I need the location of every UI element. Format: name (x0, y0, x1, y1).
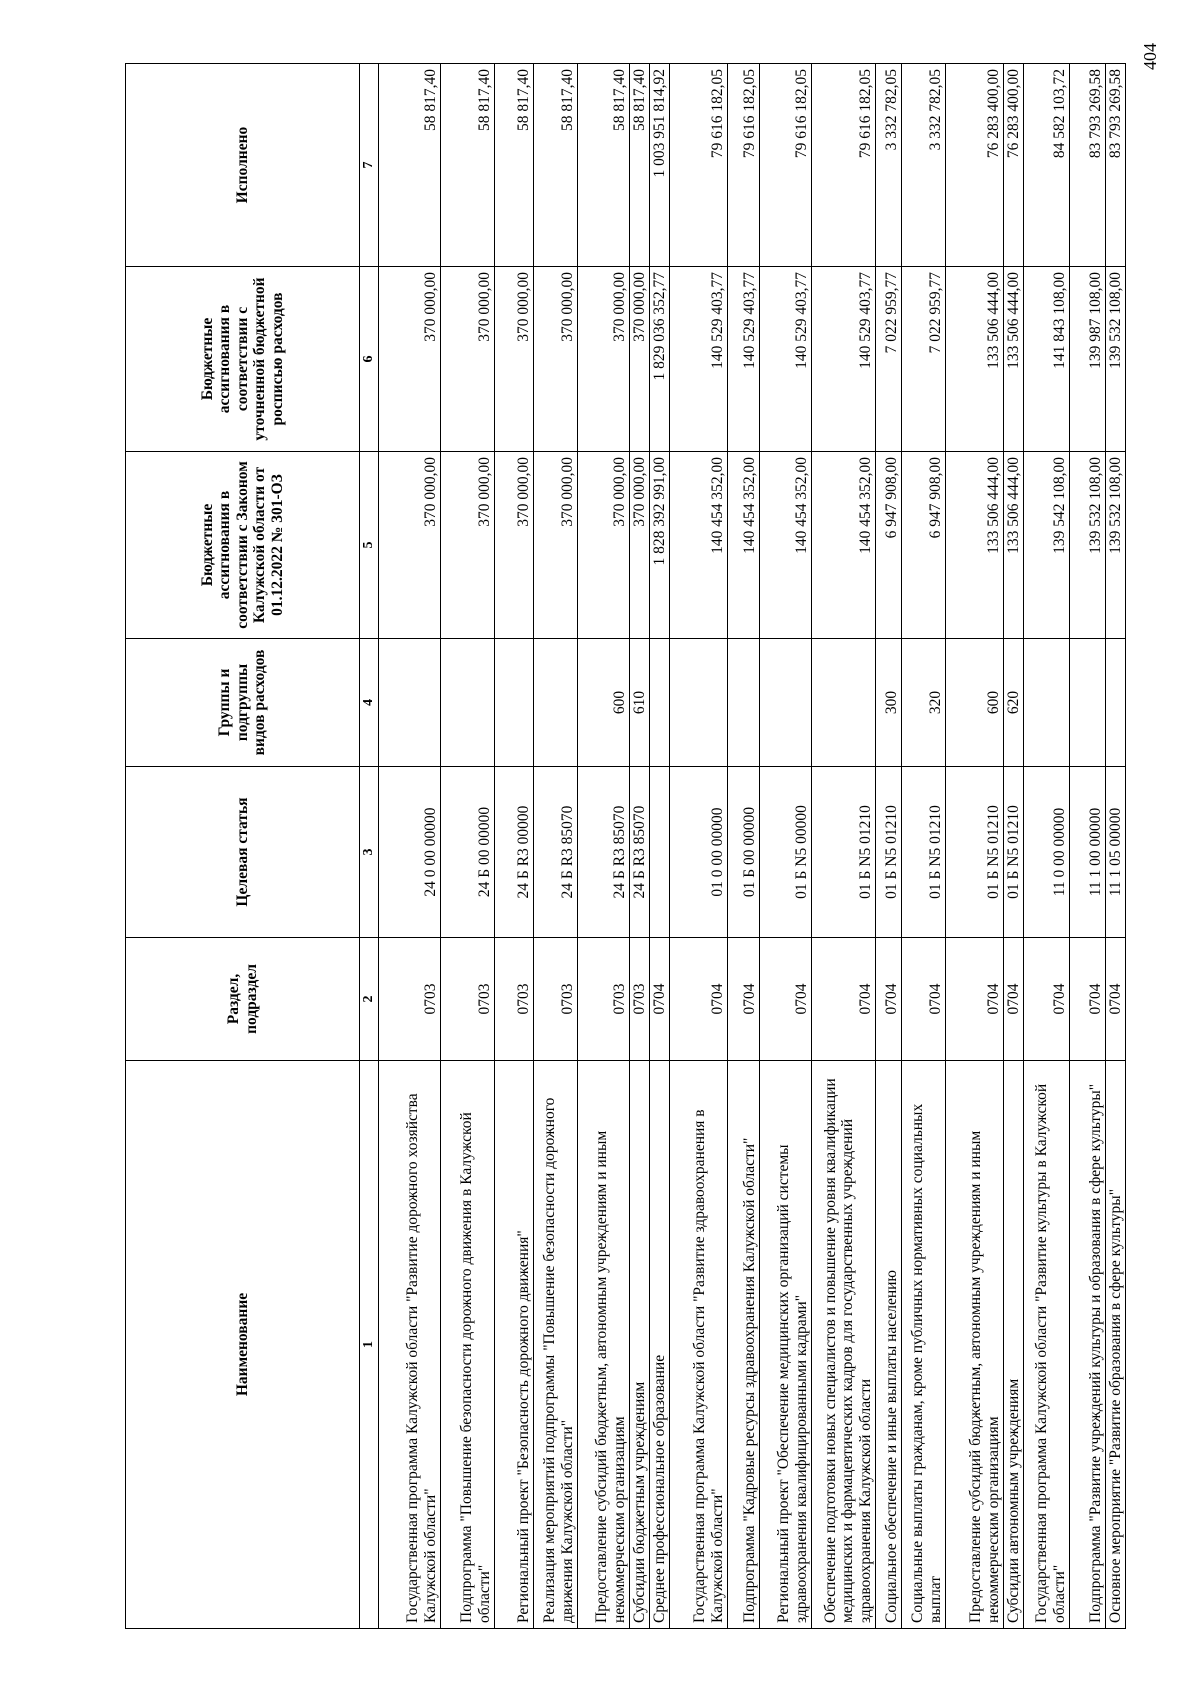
cell-target: 24 Б R3 00000 (495, 767, 534, 938)
cell-group: 610 (630, 639, 650, 767)
column-number-name: 1 (360, 1061, 379, 1629)
cell-law: 140 454 352,00 (728, 452, 760, 639)
cell-executed: 76 283 400,00 (1004, 64, 1024, 267)
cell-executed: 79 616 182,05 (812, 64, 876, 267)
cell-target: 01 Б 00 00000 (728, 767, 760, 938)
cell-executed: 76 283 400,00 (946, 64, 1004, 267)
table-row (650, 64, 670, 1629)
cell-group (1024, 639, 1070, 767)
table-row (495, 64, 534, 1629)
table-row (630, 64, 650, 1629)
cell-group (650, 639, 670, 767)
cell-target: 11 0 00 00000 (1024, 767, 1070, 938)
cell-section: 0703 (495, 938, 534, 1061)
cell-executed: 84 582 103,72 (1024, 64, 1070, 267)
cell-target: 01 0 00 00000 (670, 767, 728, 938)
cell-law: 6 947 908,00 (902, 452, 946, 639)
cell-plan: 140 529 403,77 (728, 267, 760, 452)
cell-law: 140 454 352,00 (760, 452, 812, 639)
cell-executed: 83 793 269,58 (1106, 64, 1126, 267)
cell-group (760, 639, 812, 767)
cell-plan: 139 532 108,00 (1106, 267, 1126, 452)
cell-executed: 58 817,40 (379, 64, 441, 267)
cell-plan: 140 529 403,77 (812, 267, 876, 452)
table-row (379, 64, 441, 1629)
cell-target: 01 Б N5 00000 (760, 767, 812, 938)
cell-target: 01 Б N5 01210 (812, 767, 876, 938)
cell-section: 0704 (902, 938, 946, 1061)
cell-target: 24 Б R3 85070 (578, 767, 630, 938)
cell-section: 0704 (1004, 938, 1024, 1061)
cell-group (495, 639, 534, 767)
table-row (1024, 64, 1070, 1629)
cell-name: Государственная программа Калужской области "Развитие культуры в Калужской области" (1024, 1061, 1070, 1629)
cell-law: 140 454 352,00 (670, 452, 728, 639)
cell-plan: 140 529 403,77 (760, 267, 812, 452)
cell-target: 24 Б R3 85070 (630, 767, 650, 938)
cell-group (379, 639, 441, 767)
cell-executed: 3 332 782,05 (902, 64, 946, 267)
table-row (1004, 64, 1024, 1629)
cell-plan: 370 000,00 (534, 267, 578, 452)
table-body (379, 64, 1126, 1629)
cell-name: Подпрограмма "Кадровые ресурсы здравоохранения Калужской области" (728, 1061, 760, 1629)
cell-target (650, 767, 670, 938)
column-header-law: Бюджетные ассигнования в соответствии с Законом Калужской области от 01.12.2022 № 301-ОЗ (126, 452, 360, 639)
cell-group (812, 639, 876, 767)
cell-law: 370 000,00 (578, 452, 630, 639)
cell-plan: 370 000,00 (630, 267, 650, 452)
cell-executed: 58 817,40 (578, 64, 630, 267)
cell-target: 11 1 05 00000 (1106, 767, 1126, 938)
cell-name: Реализация мероприятий подпрограммы "Повышение безопасности дорожного движения Калужской области" (534, 1061, 578, 1629)
cell-section: 0704 (1024, 938, 1070, 1061)
cell-executed: 58 817,40 (630, 64, 650, 267)
table-row (1070, 64, 1106, 1629)
cell-executed: 1 003 951 814,92 (650, 64, 670, 267)
cell-group: 320 (902, 639, 946, 767)
budget-table (125, 63, 1126, 1629)
cell-group: 600 (946, 639, 1004, 767)
cell-law: 1 828 392 991,00 (650, 452, 670, 639)
table-row (946, 64, 1004, 1629)
cell-plan: 133 506 444,00 (1004, 267, 1024, 452)
table-row (902, 64, 946, 1629)
cell-name: Государственная программа Калужской области "Развитие дорожного хозяйства Калужской области" (379, 1061, 441, 1629)
cell-executed: 83 793 269,58 (1070, 64, 1106, 267)
cell-target: 24 0 00 00000 (379, 767, 441, 938)
cell-law: 370 000,00 (534, 452, 578, 639)
cell-group (670, 639, 728, 767)
cell-group (728, 639, 760, 767)
cell-name: Государственная программа Калужской области "Развитие здравоохранения в Калужской области" (670, 1061, 728, 1629)
cell-section: 0703 (630, 938, 650, 1061)
table-row (534, 64, 578, 1629)
cell-section: 0703 (534, 938, 578, 1061)
cell-plan: 139 987 108,00 (1070, 267, 1106, 452)
cell-section: 0703 (379, 938, 441, 1061)
column-header-section: Раздел, подраздел (126, 938, 360, 1061)
cell-plan: 370 000,00 (379, 267, 441, 452)
cell-executed: 79 616 182,05 (670, 64, 728, 267)
cell-target: 01 Б N5 01210 (876, 767, 902, 938)
column-number-group: 4 (360, 639, 379, 767)
cell-law: 370 000,00 (441, 452, 495, 639)
header-row (126, 64, 360, 1629)
cell-target: 01 Б N5 01210 (1004, 767, 1024, 938)
cell-executed: 79 616 182,05 (728, 64, 760, 267)
column-number-section: 2 (360, 938, 379, 1061)
cell-plan: 1 829 036 352,77 (650, 267, 670, 452)
table-row (441, 64, 495, 1629)
cell-name: Социальное обеспечение и иные выплаты населению (876, 1061, 902, 1629)
column-header-plan: Бюджетные ассигнования в соответствии с уточненной бюджетной росписью расходов (126, 267, 360, 452)
cell-plan: 7 022 959,77 (902, 267, 946, 452)
cell-executed: 79 616 182,05 (760, 64, 812, 267)
cell-law: 370 000,00 (379, 452, 441, 639)
page-number: 404 (1140, 43, 1160, 70)
cell-section: 0703 (441, 938, 495, 1061)
cell-target: 01 Б N5 01210 (946, 767, 1004, 938)
cell-name: Обеспечение подготовки новых специалистов и повышение уровня квалификации медицинских и фармацевтических кадров для государственных учреждений здравоохранения Калужской области (812, 1061, 876, 1629)
cell-plan: 133 506 444,00 (946, 267, 1004, 452)
cell-section: 0704 (946, 938, 1004, 1061)
cell-group (1106, 639, 1126, 767)
cell-law: 140 454 352,00 (812, 452, 876, 639)
cell-name: Подпрограмма "Повышение безопасности дорожного движения в Калужской области" (441, 1061, 495, 1629)
column-number-row (360, 64, 379, 1629)
cell-group: 600 (578, 639, 630, 767)
cell-executed: 58 817,40 (495, 64, 534, 267)
cell-target: 24 Б R3 85070 (534, 767, 578, 938)
column-number-target: 3 (360, 767, 379, 938)
cell-target: 24 Б 00 00000 (441, 767, 495, 938)
rotated-page (125, 64, 1125, 1629)
table-row (812, 64, 876, 1629)
cell-group: 620 (1004, 639, 1024, 767)
cell-section: 0703 (578, 938, 630, 1061)
cell-section: 0704 (670, 938, 728, 1061)
table-row (670, 64, 728, 1629)
column-number-plan: 6 (360, 267, 379, 452)
table-row (1106, 64, 1126, 1629)
cell-name: Среднее профессиональное образование (650, 1061, 670, 1629)
column-header-target: Целевая статья (126, 767, 360, 938)
cell-group (534, 639, 578, 767)
cell-name: Региональный проект "Безопасность дорожного движения" (495, 1061, 534, 1629)
cell-group (1070, 639, 1106, 767)
cell-plan: 370 000,00 (441, 267, 495, 452)
column-number-executed: 7 (360, 64, 379, 267)
cell-executed: 58 817,40 (441, 64, 495, 267)
table-row (760, 64, 812, 1629)
table-row (728, 64, 760, 1629)
table-row (578, 64, 630, 1629)
cell-executed: 58 817,40 (534, 64, 578, 267)
cell-target: 11 1 00 00000 (1070, 767, 1106, 938)
cell-law: 6 947 908,00 (876, 452, 902, 639)
cell-target: 01 Б N5 01210 (902, 767, 946, 938)
cell-name: Предоставление субсидий бюджетным, автономным учреждениям и иным некоммерческим организациям (578, 1061, 630, 1629)
cell-name: Основное мероприятие "Развитие образования в сфере культуры" (1106, 1061, 1126, 1629)
cell-name: Социальные выплаты гражданам, кроме публичных нормативных социальных выплат (902, 1061, 946, 1629)
cell-plan: 7 022 959,77 (876, 267, 902, 452)
column-header-name: Наименование (126, 1061, 360, 1629)
cell-section: 0704 (650, 938, 670, 1061)
cell-law: 133 506 444,00 (946, 452, 1004, 639)
cell-name: Субсидии автономным учреждениям (1004, 1061, 1024, 1629)
cell-name: Субсидии бюджетным учреждениям (630, 1061, 650, 1629)
cell-law: 139 532 108,00 (1106, 452, 1126, 639)
cell-group: 300 (876, 639, 902, 767)
cell-name: Региональный проект "Обеспечение медицинских организаций системы здравоохранения квалифицированными кадрами" (760, 1061, 812, 1629)
column-header-group: Группы и подгруппы видов расходов (126, 639, 360, 767)
cell-section: 0704 (1070, 938, 1106, 1061)
cell-plan: 141 843 108,00 (1024, 267, 1070, 452)
cell-executed: 3 332 782,05 (876, 64, 902, 267)
cell-law: 370 000,00 (495, 452, 534, 639)
cell-section: 0704 (812, 938, 876, 1061)
column-header-executed: Исполнено (126, 64, 360, 267)
cell-name: Предоставление субсидий бюджетным, автономным учреждениям и иным некоммерческим организациям (946, 1061, 1004, 1629)
cell-section: 0704 (760, 938, 812, 1061)
cell-section: 0704 (1106, 938, 1126, 1061)
cell-name: Подпрограмма "Развитие учреждений культуры и образования в сфере культуры" (1070, 1061, 1106, 1629)
cell-section: 0704 (728, 938, 760, 1061)
column-number-law: 5 (360, 452, 379, 639)
cell-group (441, 639, 495, 767)
cell-law: 370 000,00 (630, 452, 650, 639)
cell-plan: 140 529 403,77 (670, 267, 728, 452)
cell-law: 139 542 108,00 (1024, 452, 1070, 639)
cell-plan: 370 000,00 (578, 267, 630, 452)
cell-section: 0704 (876, 938, 902, 1061)
cell-plan: 370 000,00 (495, 267, 534, 452)
table-row (876, 64, 902, 1629)
cell-law: 133 506 444,00 (1004, 452, 1024, 639)
cell-law: 139 532 108,00 (1070, 452, 1106, 639)
